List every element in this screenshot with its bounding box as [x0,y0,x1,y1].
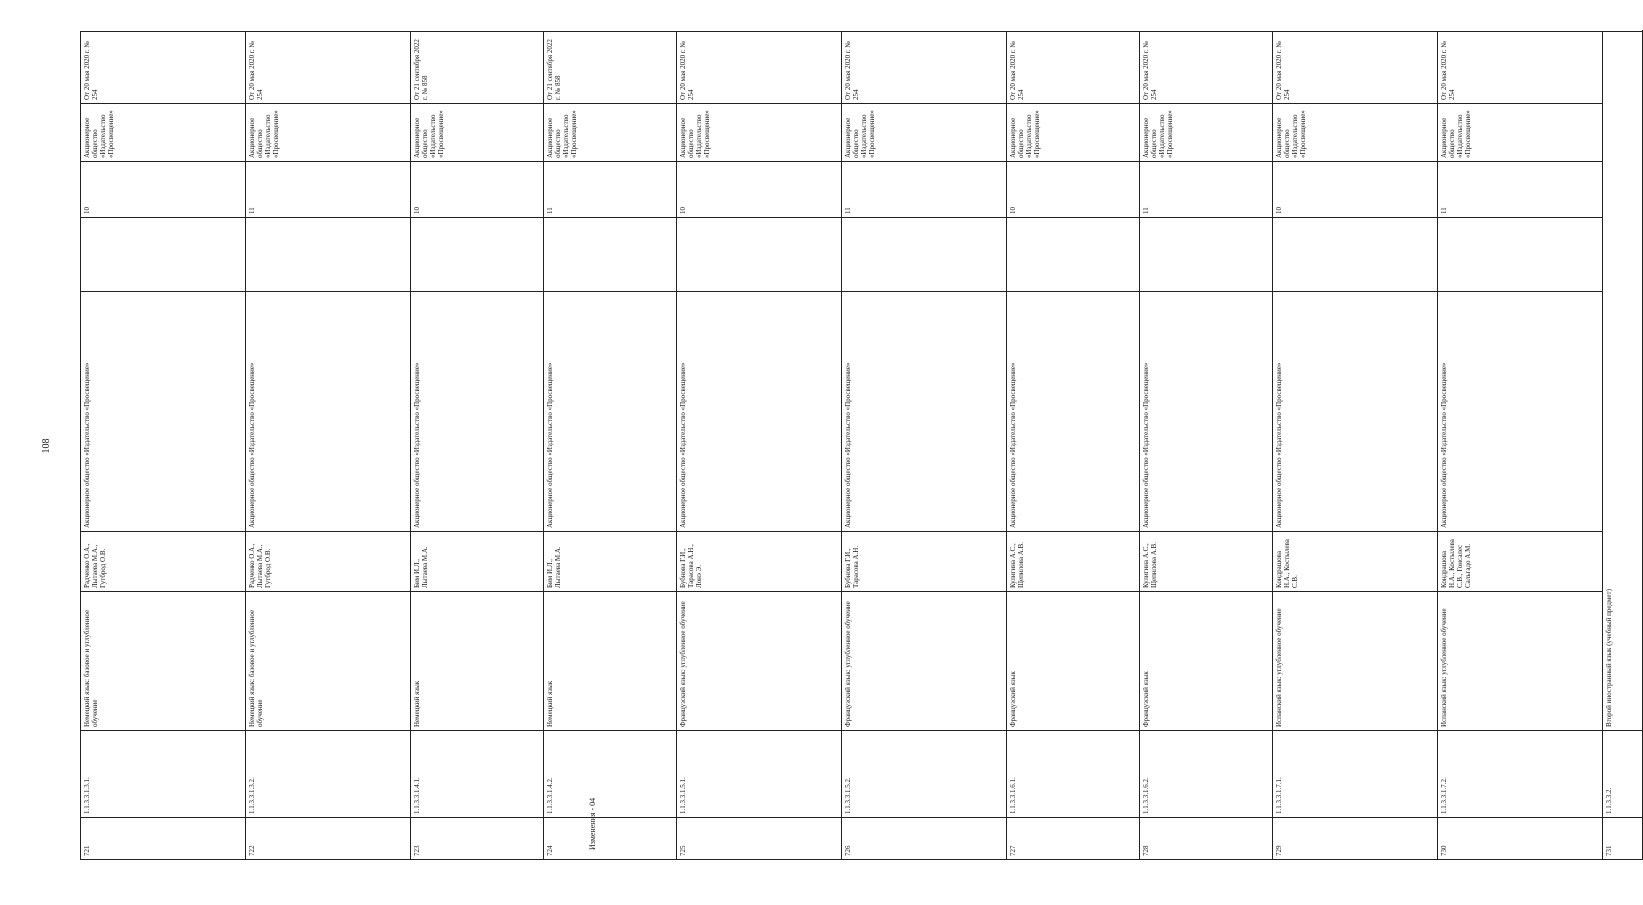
rights-holder-cell: Акционерное общество «Издательство «Просвещение» [1007,104,1140,162]
grade-cell: 10 [1007,162,1140,218]
table-row [1273,32,1438,860]
subject-heading-cell: Второй иностранный язык (учебный предмет) [1603,32,1643,731]
authors-cell: Радченко О.А., Лытаева М.А., Гутброд О.В. [246,532,411,592]
publisher-cell: Акционерное общество «Издательство «Просвещение» [411,292,544,532]
authors-cell: Радченко О.А., Лытаева М.А., Гутброд О.В. [81,532,246,592]
code-cell: 1.1.3.3.1.5.2. [842,731,1007,818]
row-number-cell: 721 [81,818,246,860]
code-cell: 1.1.3.3.1.3.2. [246,731,411,818]
rights-holder-cell: Акционерное общество «Издательство «Просвещение» [1140,104,1273,162]
order-cell: От 20 мая 2020 г. № 254 [677,32,842,104]
publisher-cell: Акционерное общество «Издательство «Просвещение» [1140,292,1273,532]
publisher-cell: Акционерное общество «Издательство «Просвещение» [677,292,842,532]
order-cell: От 20 мая 2020 г. № 254 [842,32,1007,104]
rights-holder-cell: Акционерное общество «Издательство «Просвещение» [1273,104,1438,162]
grade-cell: 10 [1273,162,1438,218]
publisher-cell: Акционерное общество «Издательство «Просвещение» [544,292,677,532]
empty-cell [81,218,246,292]
empty-cell [677,218,842,292]
row-number-cell: 725 [677,818,842,860]
title-cell: Испанский язык: углубленное обучение [1438,592,1603,731]
row-number-cell: 729 [1273,818,1438,860]
code-cell: 1.1.3.3.2. [1603,731,1643,818]
order-cell: От 20 мая 2020 г. № 254 [81,32,246,104]
order-cell: От 21 сентября 2022 г. № 858 [411,32,544,104]
publisher-cell: Акционерное общество «Издательство «Просвещение» [81,292,246,532]
code-cell: 1.1.3.3.1.6.2. [1140,731,1273,818]
code-cell: 1.1.3.3.1.7.2. [1438,731,1603,818]
order-cell: От 20 мая 2020 г. № 254 [1438,32,1603,104]
empty-cell [411,218,544,292]
grade-cell: 11 [1438,162,1603,218]
table-row [1007,32,1140,860]
order-cell: От 20 мая 2020 г. № 254 [1140,32,1273,104]
grade-cell: 10 [81,162,246,218]
publisher-cell: Акционерное общество «Издательство «Просвещение» [842,292,1007,532]
row-number-cell: 724 [544,818,677,860]
rights-holder-cell: Акционерное общество «Издательство «Просвещение» [842,104,1007,162]
table-row [544,32,677,860]
title-cell: Немецкий язык [544,592,677,731]
table-row-subject [1603,32,1643,860]
grade-cell: 11 [544,162,677,218]
grade-cell: 11 [842,162,1007,218]
publisher-cell: Акционерное общество «Издательство «Просвещение» [1438,292,1603,532]
title-cell: Немецкий язык: базовое и углубленное обучение [81,592,246,731]
empty-cell [1140,218,1273,292]
rights-holder-cell: Акционерное общество «Издательство «Просвещение» [81,104,246,162]
table-row [842,32,1007,860]
title-cell: Французский язык [1140,592,1273,731]
table-row [246,32,411,860]
order-cell: От 21 сентября 2022 г. № 858 [544,32,677,104]
row-number-cell: 728 [1140,818,1273,860]
authors-cell: Кондрашова Н.А., Костылева С.В., Гонсалес Сальгадо А.М. [1438,532,1603,592]
table-row [81,32,246,860]
code-cell: 1.1.3.3.1.4.1. [411,731,544,818]
empty-cell [842,218,1007,292]
rotated-page [40,32,1613,860]
rights-holder-cell: Акционерное общество «Издательство «Просвещение» [246,104,411,162]
grade-cell: 10 [677,162,842,218]
authors-cell: Бим И.Л., Лытаева М.А. [544,532,677,592]
table-row [677,32,842,860]
title-cell: Французский язык [1007,592,1140,731]
row-number-cell: 722 [246,818,411,860]
table-row [411,32,544,860]
title-cell: Испанский язык: углубленное обучение [1273,592,1438,731]
order-cell: От 20 мая 2020 г. № 254 [1273,32,1438,104]
rights-holder-cell: Акционерное общество «Издательство «Просвещение» [1438,104,1603,162]
empty-cell [544,218,677,292]
row-number-cell: 731 [1603,818,1643,860]
row-number-cell: 723 [411,818,544,860]
publisher-cell: Акционерное общество «Издательство «Просвещение» [1007,292,1140,532]
grade-cell: 10 [411,162,544,218]
empty-cell [246,218,411,292]
row-number-cell: 730 [1438,818,1603,860]
rights-holder-cell: Акционерное общество «Издательство «Просвещение» [411,104,544,162]
order-cell: От 20 мая 2020 г. № 254 [1007,32,1140,104]
empty-cell [1438,218,1603,292]
code-cell: 1.1.3.3.1.3.1. [81,731,246,818]
order-cell: От 20 мая 2020 г. № 254 [246,32,411,104]
code-cell: 1.1.3.3.1.6.1. [1007,731,1140,818]
authors-cell: Кондрашова Н.А., Костылева С.В. [1273,532,1438,592]
title-cell: Немецкий язык: базовое и углубленное обучение [246,592,411,731]
code-cell: 1.1.3.3.1.5.1. [677,731,842,818]
table-row [1140,32,1273,860]
grade-cell: 11 [1140,162,1273,218]
empty-cell [1007,218,1140,292]
rights-holder-cell: Акционерное общество «Издательство «Просвещение» [677,104,842,162]
code-cell: 1.1.3.3.1.4.2. [544,731,677,818]
title-cell: Французский язык: углубленное обучение [677,592,842,731]
authors-cell: Кулигина А.С., Щепилова А.В. [1140,532,1273,592]
grade-cell: 11 [246,162,411,218]
publisher-cell: Акционерное общество «Издательство «Просвещение» [246,292,411,532]
row-number-cell: 727 [1007,818,1140,860]
authors-cell: Бубнова Г.И., Тарасова А.Н., Лонэ Э. [677,532,842,592]
code-cell: 1.1.3.3.1.7.1. [1273,731,1438,818]
authors-cell: Бубнова Г.И., Тарасова А.Н. [842,532,1007,592]
authors-cell: Кулигина А.С., Щепилова А.В. [1007,532,1140,592]
empty-cell [1273,218,1438,292]
title-cell: Французский язык: углубленное обучение [842,592,1007,731]
page-number: 108 [41,438,52,454]
authors-cell: Бим И.Л., Лытаева М.А. [411,532,544,592]
rights-holder-cell: Акционерное общество «Издательство «Просвещение» [544,104,677,162]
textbook-register-table [80,31,1643,860]
row-number-cell: 726 [842,818,1007,860]
table-row [1438,32,1603,860]
title-cell: Немецкий язык [411,592,544,731]
footer-note: Изменения - 04 [588,797,597,850]
publisher-cell: Акционерное общество «Издательство «Просвещение» [1273,292,1438,532]
